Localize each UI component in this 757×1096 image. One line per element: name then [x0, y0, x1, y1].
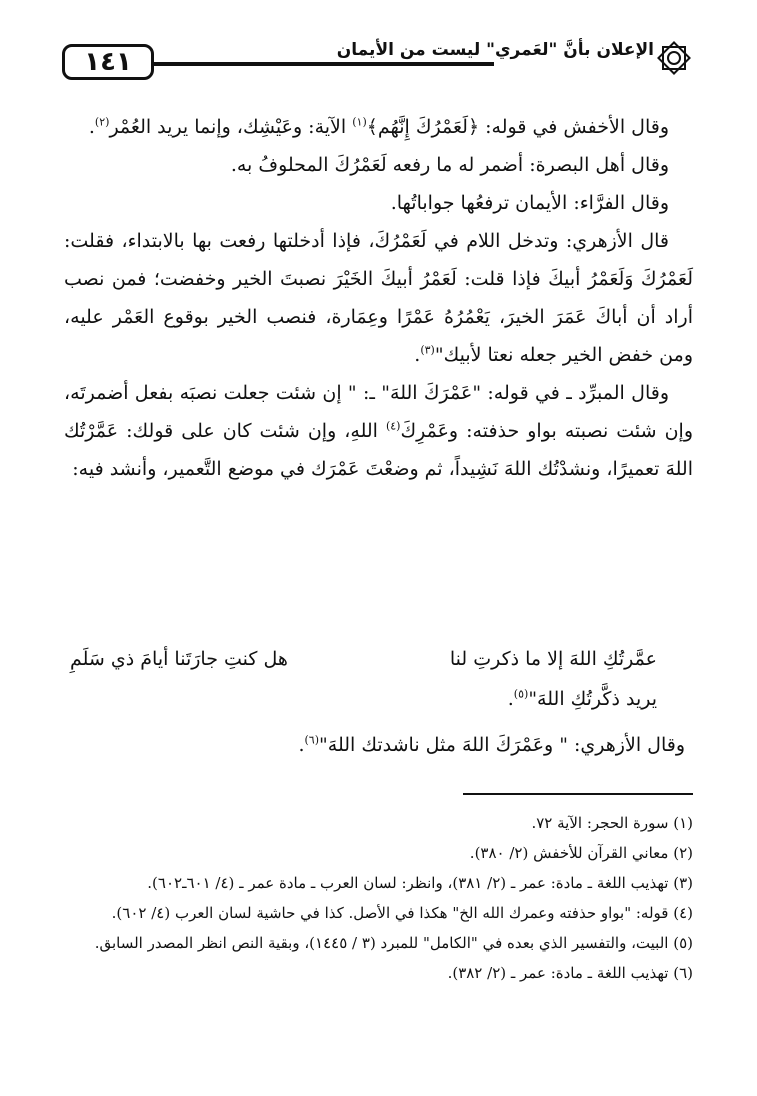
footnote-ref: (٢) — [94, 115, 110, 129]
footnote-ref: (٣) — [420, 343, 435, 357]
verse-hemistich-second: هل كنتِ جارَتَنا أيامَ ذي سَلَمِ — [70, 648, 288, 670]
footnote: (٦) تهذيب اللغة ـ مادة: عمر ـ (٢/ ٣٨٢). — [447, 964, 693, 982]
star-ornament-icon — [654, 38, 694, 78]
footnote-ref: (٤) — [385, 419, 401, 433]
paragraph-farra: وقال الفرَّاء: الأيمان ترفعُها جواباتُها. — [390, 192, 669, 214]
footnote-ref: (٥) — [513, 687, 529, 701]
poetry-verse — [70, 648, 657, 728]
footnotes — [64, 808, 693, 988]
paragraph-akhfash: وقال الأخفش في قوله: ﴿لَعَمْرُكَ إِنَّهُم﴾$^{(١)}$ الآية: وعَيْشِك، وإنما يريد العُمْر$^{(٢)}$. — [88, 115, 669, 138]
running-title: الإعلان بأنَّ "لعَمري" ليست من الأيمان — [336, 40, 654, 60]
page-header — [62, 38, 694, 88]
footnote: (٤) قوله: "بواو حذفته وعمرك الله الخ" هكذا في الأصل. كذا في حاشية لسان العرب (٤/ ٦٠٢). — [111, 904, 693, 922]
main-text — [64, 108, 693, 488]
page-number: ١٤١ — [62, 44, 154, 80]
footnote: (٢) معاني القرآن للأخفش (٢/ ٣٨٠). — [469, 844, 693, 862]
footnote: (٥) البيت، والتفسير الذي بعده في "الكامل" للمبرد (٣ / ١٤٤٥)، وبقية النص انظر المصدر السابق. — [94, 934, 693, 952]
verse-hemistich-first: عمَّرتُكِ اللهَ إلا ما ذكرتِ لنا — [449, 648, 657, 670]
footnote-ref: (١) — [352, 115, 367, 129]
footnote: (١) سورة الحجر: الآية ٧٢. — [531, 814, 693, 832]
footnote-ref: (٦) — [304, 733, 320, 747]
paragraph-basra: وقال أهل البصرة: أضمر له ما رفعه لَعَمْرُكَ المحلوفُ به. — [230, 154, 669, 176]
footnote: (٣) تهذيب اللغة ـ مادة: عمر ـ (٢/ ٣٨١)، وانظر: لسان العرب ـ مادة عمر ـ (٤/ ٦٠١ـ٦٠٢). — [147, 874, 693, 892]
footnote-separator — [463, 793, 693, 795]
paragraph-azhari-2: وقال الأزهري: " وعَمْرَكَ اللهَ مثل ناشدتك اللهَ"$^{(٦)}$. — [298, 733, 685, 756]
header-rule — [154, 62, 494, 66]
paragraph-mubarrad: وقال المبرِّد ـ في قوله: "عَمْرَكَ اللهَ" ـ: " إن شئت جعلت نصبَه بفعل أضمرتَه، وإن شئت نصبته بواو حذفته: وعَمْرِكَ$^{(٤)}$ اللهِ، وإن شئت كان على قولك: عَمَّرْتُك اللهَ تعميرًا، ونشدْتُك اللهَ نَشِيداً، ثم وضعْتَ عَمْرَك في موضع التَّعمير، وأنشد فيه: — [64, 382, 693, 480]
paragraph-azhari: قال الأزهري: وتدخل اللام في لَعَمْرُكَ، فإذا أدخلتها رفعت بها بالابتداء، فقلت: لَعَمْرُكَ وَلَعَمْرُ أبيكَ فإذا قلت: لَعَمْرُ أبيكَ الخَيْرَ نصبتَ الخير وخفضت؛ فمن نصب أراد أن أباكَ عَمَرَ الخيرَ، يَعْمُرُهُ عَمْرًا وعِمَارة، فنصب الخير بوقوع العَمْر عليه، ومن خفض الخير جعله نعتا لأبيك"$^{(٣)}$. — [64, 230, 693, 366]
verse-explanation: يريد ذكَّرتُكِ اللهَ"$^{(٥)}$. — [507, 687, 657, 710]
